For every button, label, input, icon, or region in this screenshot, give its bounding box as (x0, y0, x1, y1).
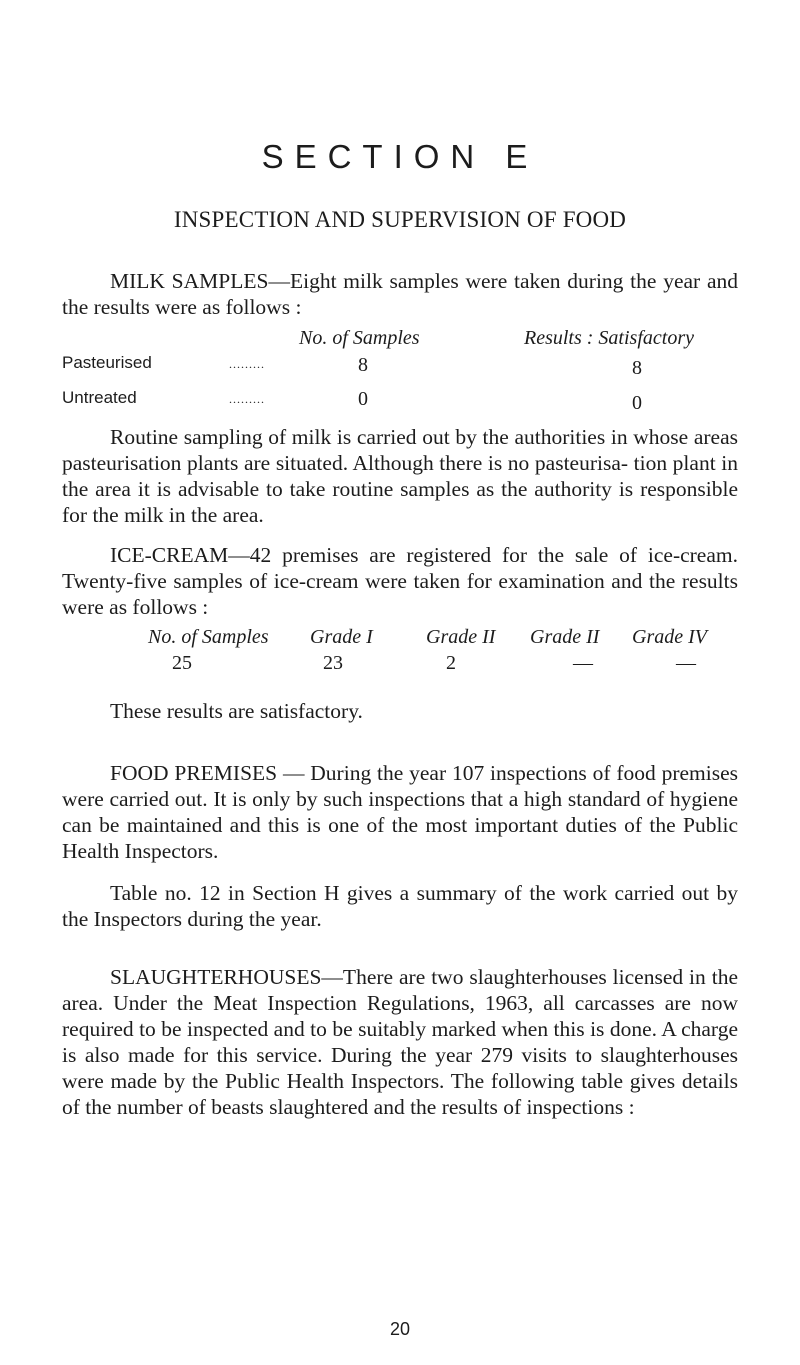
ice-cream-value: 25 (172, 652, 192, 674)
routine-sampling-paragraph: Routine sampling of milk is carried out by the authorities in whose areas pasteurisation plants are situated. Although there is no pasteurisa- tion plant in the area it is advisable to take routine samples as the authority is responsible for the milk in the area. (62, 425, 738, 527)
milk-row-satisfactory: 8 (632, 357, 642, 379)
ice-cream-value: 2 (446, 652, 456, 674)
ice-cream-conclusion: These results are satisfactory. (110, 699, 363, 723)
food-premises-paragraph: FOOD PREMISES — During the year 107 inspections of food premises were carried out. It is only by such inspections that a high standard of hygiene can be maintained and this is one of the most important duties of the Public Health Inspectors. (62, 761, 738, 863)
milk-row-label: Pasteurised (62, 353, 152, 372)
page-subtitle: INSPECTION AND SUPERVISION OF FOOD (173, 207, 627, 232)
milk-samples-header: No. of Samples (299, 327, 420, 349)
ice-cream-header: Grade I (310, 626, 373, 648)
ice-cream-header: Grade IV (632, 626, 707, 648)
milk-row-samples: 0 (358, 388, 368, 410)
milk-row-label: Untreated (62, 388, 137, 407)
ice-cream-paragraph: ICE-CREAM—42 premises are registered for the sale of ice-cream. Twenty-five samples of ice-cream were taken for examination and the results were as follows : (62, 543, 738, 619)
ice-cream-header: Grade II (426, 626, 496, 648)
ice-cream-value: — (573, 652, 593, 674)
leader-dots: ......... (229, 357, 265, 371)
milk-row-samples: 8 (358, 354, 368, 376)
leader-dots: ......... (229, 392, 265, 406)
ice-cream-value: 23 (323, 652, 343, 674)
milk-samples-paragraph: MILK SAMPLES—Eight milk samples were taken during the year and the results were as follows : (62, 269, 738, 319)
table-note-paragraph: Table no. 12 in Section H gives a summary of the work carried out by the Inspectors during the year. (62, 881, 738, 931)
ice-cream-header: Grade II (530, 626, 600, 648)
slaughterhouses-paragraph: SLAUGHTERHOUSES—There are two slaughterhouses licensed in the area. Under the Meat Inspection Regulations, 1963, all carcasses are now required to be inspected and to be suitably marked when this is done. A charge is also made for this service. During the year 279 visits to slaughterhouses were made by the Public Health Inspectors. The following table gives details of the number of beasts slaughtered and the results of inspections : (62, 965, 738, 1119)
ice-cream-header: No. of Samples (148, 626, 269, 648)
milk-row-satisfactory: 0 (632, 392, 642, 414)
milk-results-header: Results : Satisfactory (524, 327, 694, 349)
ice-cream-value: — (676, 652, 696, 674)
page-number: 20 (389, 1319, 411, 1339)
section-heading: SECTION E (261, 138, 539, 175)
